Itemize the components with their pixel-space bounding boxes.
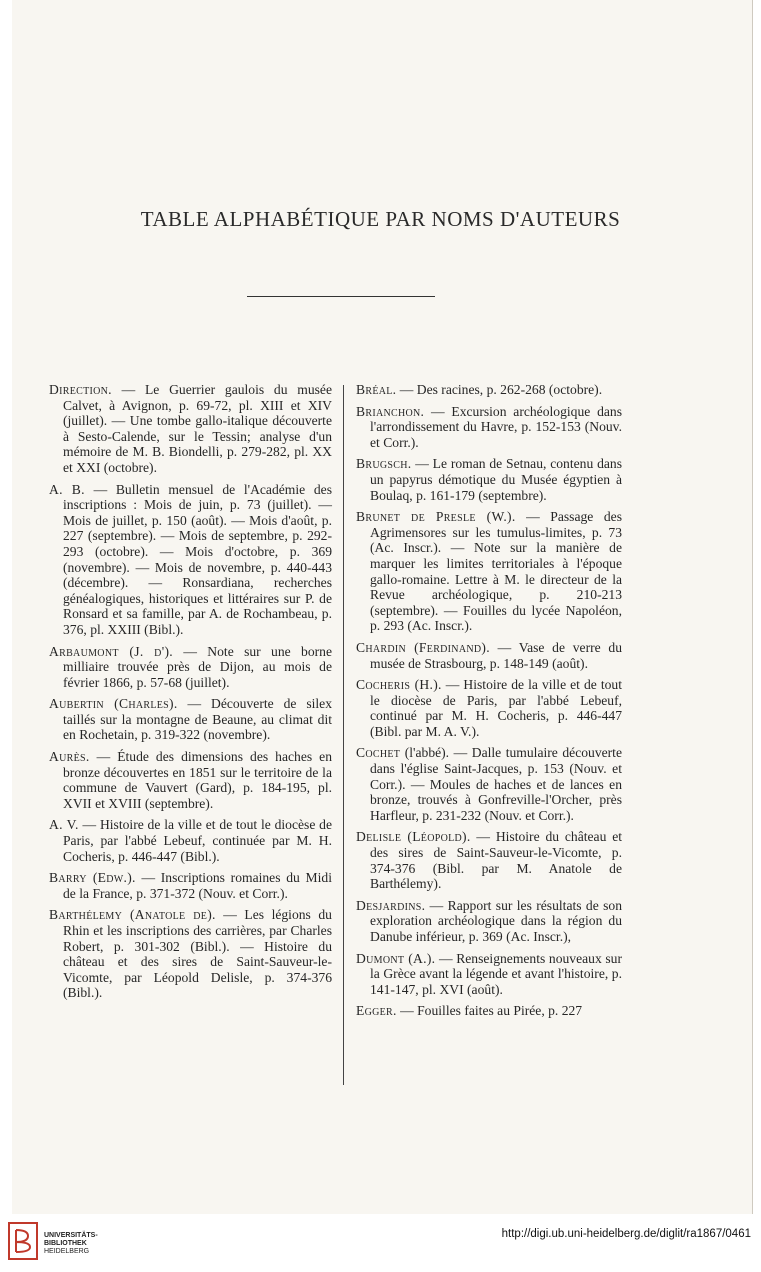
entry-author: Brianchon. [356, 403, 425, 419]
entry-author: Desjardins. [356, 897, 426, 913]
entry-text: — Renseignements nouveaux sur la Grèce avant la légende et avant l'histoire, p. 141-147, pl. XVI (août). [370, 950, 622, 997]
index-entry [356, 509, 622, 634]
index-entry [49, 382, 332, 476]
entry-text: — Passage des Agrimensores sur les tumulus-limites, p. 73 (Ac. Inscr.). — Note sur la manière de marquer les limites territoriales à l'époque gallo-romaine. Lettre à M. le directeur de la Revue archéologique, p. 210-213 (septembre). — Fouilles du lycée Napoléon, p. 293 (Ac. Inscr.). [370, 509, 622, 634]
entry-author: Aurès. [49, 749, 90, 765]
entry-text: — Histoire de la ville et de tout le diocèse de Paris, par l'abbé Lebeuf, continué par M. H. Cocheris, p. 446-447 (Bibl. par M. A. V.). [370, 677, 622, 739]
entry-text: — Fouilles faites au Pirée, p. 227 [396, 1003, 583, 1019]
entry-author: Chardin (Ferdinand). [356, 639, 490, 655]
right-column [356, 382, 622, 1025]
index-entry [49, 907, 332, 1001]
entry-text: — Étude des dimensions des haches en bronze découvertes en 1851 sur le territoire de la commune de Vauvert (Gard), p. 184-195, pl. XVII et XVIII (septembre). [63, 749, 332, 811]
entry-author: Cochet [356, 745, 401, 761]
index-entry [356, 898, 622, 945]
column-divider [343, 385, 344, 1085]
entry-text: — Le roman de Setnau, contenu dans un papyrus démotique du Musée égyptien à Boulaq, p. 161-179 (septembre). [370, 456, 622, 503]
entry-text: — Note sur une borne milliaire trouvée près de Dijon, au mois de février 1866, p. 57-68 (juillet). [63, 643, 332, 690]
entry-text: — Inscriptions romaines du Midi de la France, p. 371-372 (Nouv. et Corr.). [63, 870, 332, 901]
entry-text: — Les légions du Rhin et les inscriptions des carrières, par Charles Robert, p. 301-302 (Bibl.). — Histoire du château et des sires de Saint-Sauveur-le-Vicomte, par Léopold Delisle, p. 374-376 (Bibl.). [63, 907, 332, 1001]
entry-author: Direction. [49, 382, 112, 397]
entry-author: Aubertin (Charles). [49, 696, 178, 712]
index-entry [49, 870, 332, 901]
index-entry [49, 482, 332, 638]
index-entry [356, 456, 622, 503]
index-entry [49, 644, 332, 691]
entry-author: Delisle (Léopold). [356, 829, 471, 845]
index-entry [356, 382, 622, 398]
library-logo-icon [8, 1222, 38, 1260]
entry-author: Brunet de Presle (W.). [356, 509, 516, 525]
index-entry [356, 677, 622, 739]
entry-text: — Histoire du château et des sires de Saint-Sauveur-le-Vicomte, p. 374-376 (Bibl. par M. Anatole de Barthélemy). [370, 829, 623, 892]
index-entry [356, 745, 622, 823]
page-title: TABLE ALPHABÉTIQUE PAR NOMS D'AUTEURS [140, 207, 621, 231]
library-logo-text [44, 1232, 98, 1256]
entry-author: A. V. [49, 817, 79, 833]
entry-author: A. B. [49, 481, 85, 497]
entry-text: — Bulletin mensuel de l'Académie des inscriptions : Mois de juin, p. 73 (juillet). — Mois de juillet, p. 150 (août). — Mois d'août, p. 227 (septembre). — Mois de septembre, p. 292-293 (octobre). — Mois d'octobre, p. 369 (novembre). — Mois de novembre, p. 440-443 (décembre). — Ronsardiana, recherches généalogiques, historiques et littéraires sur P. de Ronsard et sa famille, par A. de Rochambeau, p. 376, pl. XXIII (Bibl.). [63, 481, 332, 637]
logo-line-1: UNIVERSITÄTS- [44, 1232, 98, 1239]
entry-author: Cocheris (H.). [356, 677, 442, 693]
entry-author: Arbaumont (J. d'). [49, 643, 173, 659]
entry-author: Barthélemy (Anatole de). [49, 907, 216, 923]
logo-line-2: BIBLIOTHEK [44, 1240, 87, 1247]
viewer-footer [0, 1214, 761, 1272]
entry-text: — Le Guerrier gaulois du musée Calvet, à Avignon, p. 69-72, pl. XIII et XIV (juillet). — Une tombe gallo-italique découverte à Sesto-Calende, sur le Tessin; analyse d'un mémoire de M. B. Biondelli, p. 279-282, pl. XX et XXI (octobre). [63, 382, 332, 475]
entry-author: Bréal. [356, 382, 397, 397]
entry-text: — Histoire de la ville et de tout le diocèse de Paris, par l'abbé Lebeuf, continuée par M. H. Cocheris, p. 446-447 (Bibl.). [63, 817, 332, 864]
entry-author: Barry (Edw.). [49, 870, 136, 886]
source-url-link[interactable]: http://digi.ub.uni-heidelberg.de/diglit/ra1867/0461 [501, 1228, 751, 1240]
index-entry [356, 829, 622, 891]
entry-text: (l'abbé). — Dalle tumulaire découverte dans l'église Saint-Jacques, p. 153 (Nouv. et Corr.). — Moules de haches et de lances en bronze, trouvés à Gonfreville-l'Orcher, près Harfleur, p. 231-232 (Nouv. et Corr.). [370, 745, 622, 823]
index-entry [49, 749, 332, 811]
entry-text: — Des racines, p. 262-268 (octobre). [396, 382, 603, 397]
entry-author: Brugsch. [356, 456, 412, 472]
index-entry [356, 640, 622, 671]
entry-text: — Excursion archéologique dans l'arrondissement du Havre, p. 152-153 (Nouv. et Corr.). [370, 403, 622, 450]
title-rule [247, 296, 435, 297]
entry-text: — Découverte de silex taillés sur la montagne de Beaune, au climat dit en Rochetain, p. 319-322 (novembre). [63, 696, 332, 743]
entry-text: — Vase de verre du musée de Strasbourg, p. 148-149 (août). [370, 639, 622, 671]
index-entry [356, 1003, 622, 1019]
logo-line-3: HEIDELBERG [44, 1248, 90, 1255]
left-column [49, 382, 332, 1007]
index-entry [356, 951, 622, 998]
index-entry [49, 817, 332, 864]
entry-author: Dumont (A.). [356, 950, 436, 966]
index-entry [356, 404, 622, 451]
index-entry [49, 696, 332, 743]
entry-author: Egger. [356, 1003, 397, 1019]
entry-text: — Rapport sur les résultats de son exploration archéologique dans la région du Danube inférieur, p. 369 (Ac. Inscr.), [370, 897, 622, 944]
